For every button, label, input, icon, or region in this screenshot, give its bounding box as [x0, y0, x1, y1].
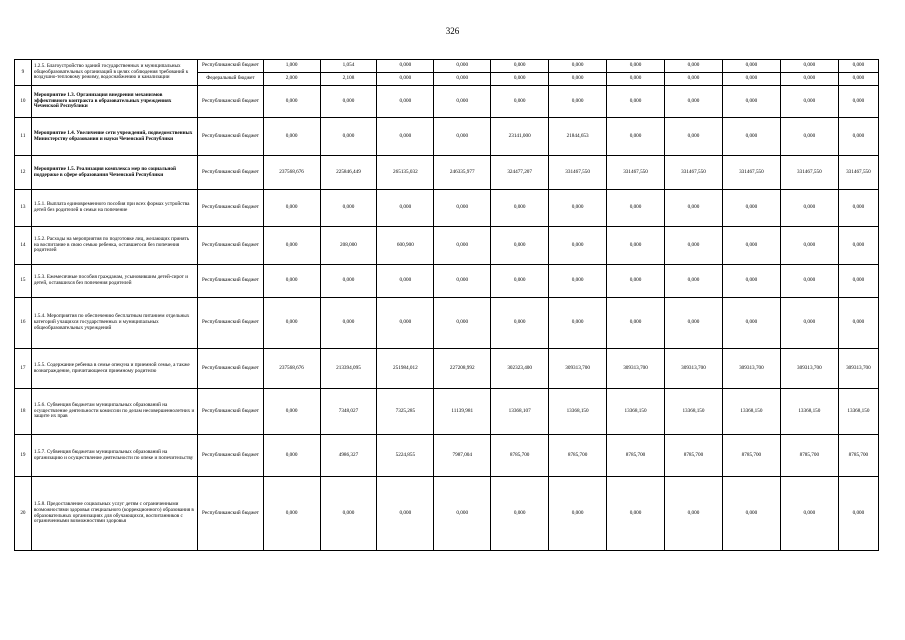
amount-cell: 0,000	[434, 60, 491, 73]
table-row	[15, 435, 879, 477]
amount-cell: 0,000	[434, 227, 491, 265]
amount-cell: 0,000	[607, 73, 665, 86]
amount-cell: 13368,150	[665, 389, 723, 435]
amount-cell: 0,000	[263, 477, 320, 551]
amount-cell: 0,000	[491, 298, 549, 349]
amount-cell: 0,000	[320, 86, 377, 118]
amount-cell: 0,000	[549, 227, 607, 265]
amount-cell: 8785,700	[607, 435, 665, 477]
amount-cell: 0,000	[434, 190, 491, 227]
row-number: 11	[15, 118, 32, 156]
funding-source: Республиканский бюджет	[198, 190, 263, 227]
amount-cell: 309313,700	[780, 349, 838, 389]
amount-cell: 331467,550	[607, 156, 665, 190]
amount-cell: 0,000	[377, 477, 434, 551]
amount-cell: 0,000	[320, 118, 377, 156]
row-number: 16	[15, 298, 32, 349]
amount-cell: 0,000	[607, 298, 665, 349]
amount-cell: 0,000	[838, 86, 878, 118]
amount-cell: 0,000	[491, 477, 549, 551]
amount-cell: 246335,977	[434, 156, 491, 190]
amount-cell: 0,000	[780, 298, 838, 349]
row-number: 20	[15, 477, 32, 551]
amount-cell: 0,000	[838, 227, 878, 265]
amount-cell: 0,000	[722, 227, 780, 265]
amount-cell: 0,000	[549, 73, 607, 86]
amount-cell: 0,000	[263, 435, 320, 477]
amount-cell: 0,000	[434, 73, 491, 86]
amount-cell: 0,000	[838, 60, 878, 73]
amount-cell: 324477,207	[491, 156, 549, 190]
amount-cell: 13368,150	[607, 389, 665, 435]
amount-cell: 0,000	[549, 298, 607, 349]
amount-cell: 302323,400	[491, 349, 549, 389]
amount-cell: 8785,700	[838, 435, 878, 477]
amount-cell: 0,000	[549, 190, 607, 227]
funding-table	[14, 59, 879, 551]
measure-name: Мероприятие 1.4. Увеличение сети учреждений, подведомственных Министерству образования и науки Чеченской Республики	[31, 118, 197, 156]
amount-cell: 0,000	[607, 227, 665, 265]
funding-source: Республиканский бюджет	[198, 435, 263, 477]
funding-source: Республиканский бюджет	[198, 477, 263, 551]
amount-cell: 309313,700	[549, 349, 607, 389]
row-number: 19	[15, 435, 32, 477]
amount-cell: 23141,000	[491, 118, 549, 156]
amount-cell: 0,000	[665, 298, 723, 349]
amount-cell: 0,000	[722, 73, 780, 86]
amount-cell: 0,000	[320, 298, 377, 349]
table-row	[15, 389, 879, 435]
amount-cell: 11139,981	[434, 389, 491, 435]
funding-source: Республиканский бюджет	[198, 118, 263, 156]
amount-cell: 331467,550	[722, 156, 780, 190]
amount-cell: 1,000	[263, 60, 320, 73]
row-number: 12	[15, 156, 32, 190]
amount-cell: 0,000	[491, 265, 549, 298]
measure-name: 1.5.1. Выплата единовременного пособия при всех формах устройства детей без родителей в семьи на попечение	[31, 190, 197, 227]
amount-cell: 600,900	[377, 227, 434, 265]
amount-cell: 0,000	[722, 118, 780, 156]
amount-cell: 0,000	[263, 227, 320, 265]
amount-cell: 227208,992	[434, 349, 491, 389]
amount-cell: 0,000	[780, 118, 838, 156]
amount-cell: 0,000	[722, 477, 780, 551]
amount-cell: 7348,027	[320, 389, 377, 435]
amount-cell: 1,054	[320, 60, 377, 73]
amount-cell: 225846,449	[320, 156, 377, 190]
funding-source: Республиканский бюджет	[198, 298, 263, 349]
amount-cell: 0,000	[665, 265, 723, 298]
funding-source: Республиканский бюджет	[198, 86, 263, 118]
amount-cell: 0,000	[665, 60, 723, 73]
funding-source: Республиканский бюджет	[198, 227, 263, 265]
amount-cell: 0,000	[607, 86, 665, 118]
table-row	[15, 156, 879, 190]
amount-cell: 0,000	[377, 190, 434, 227]
amount-cell: 0,000	[263, 265, 320, 298]
measure-name: 1.5.6. Субвенция бюджетам муниципальных образований на осуществление деятельности комиссии по делам несовершеннолетних и защите их прав	[31, 389, 197, 435]
amount-cell: 13368,150	[722, 389, 780, 435]
amount-cell: 309313,700	[722, 349, 780, 389]
table-row	[15, 60, 879, 73]
amount-cell: 0,000	[263, 86, 320, 118]
amount-cell: 0,000	[607, 265, 665, 298]
amount-cell: 0,000	[665, 73, 723, 86]
amount-cell: 0,000	[377, 265, 434, 298]
amount-cell: 0,000	[549, 265, 607, 298]
amount-cell: 8785,700	[665, 435, 723, 477]
table-row	[15, 190, 879, 227]
amount-cell: 8785,700	[780, 435, 838, 477]
measure-name: 1.5.3. Ежемесячные пособия гражданам, усыновившим детей-сирот и детей, оставшихся без попечения родителей	[31, 265, 197, 298]
amount-cell: 0,000	[665, 227, 723, 265]
amount-cell: 7325,285	[377, 389, 434, 435]
amount-cell: 0,000	[838, 73, 878, 86]
funding-source: Республиканский бюджет	[198, 60, 263, 73]
table-row	[15, 298, 879, 349]
amount-cell: 2,108	[320, 73, 377, 86]
amount-cell: 21844,653	[549, 118, 607, 156]
amount-cell: 237568,676	[263, 156, 320, 190]
table-row	[15, 349, 879, 389]
amount-cell: 0,000	[722, 298, 780, 349]
amount-cell: 0,000	[780, 73, 838, 86]
row-number: 17	[15, 349, 32, 389]
amount-cell: 251984,012	[377, 349, 434, 389]
amount-cell: 0,000	[491, 227, 549, 265]
amount-cell: 13368,150	[780, 389, 838, 435]
amount-cell: 331467,550	[549, 156, 607, 190]
measure-name: Мероприятие 1.5. Реализация комплекса мер по социальной поддержке в сфере образования Чеченской Республики	[31, 156, 197, 190]
amount-cell: 0,000	[722, 86, 780, 118]
amount-cell: 0,000	[491, 190, 549, 227]
amount-cell: 0,000	[549, 477, 607, 551]
measure-name: 1.2.5. Благоустройство зданий государственных и муниципальных общеобразовательных организаций в целях соблюдения требований к воздушно-тепловому режиму, водоснабжению и канализации	[31, 60, 197, 86]
measure-name: 1.5.2. Расходы на мероприятия по подготовке лиц, желающих принять на воспитание в свою семью ребенка, оставшегося без попечения родителей	[31, 227, 197, 265]
amount-cell: 0,000	[377, 73, 434, 86]
amount-cell: 0,000	[320, 190, 377, 227]
amount-cell: 0,000	[434, 118, 491, 156]
amount-cell: 0,000	[377, 86, 434, 118]
amount-cell: 0,000	[263, 190, 320, 227]
measure-name: Мероприятие 1.3. Организация внедрения механизмов эффективного контракта в образовательных учреждениях Чеченской Республики	[31, 86, 197, 118]
funding-source: Федеральный бюджет	[198, 73, 263, 86]
amount-cell: 0,000	[434, 265, 491, 298]
amount-cell: 0,000	[607, 190, 665, 227]
amount-cell: 13368,150	[549, 389, 607, 435]
table-row	[15, 477, 879, 551]
amount-cell: 0,000	[263, 118, 320, 156]
amount-cell: 0,000	[665, 118, 723, 156]
amount-cell: 0,000	[722, 265, 780, 298]
amount-cell: 0,000	[263, 298, 320, 349]
amount-cell: 309313,700	[607, 349, 665, 389]
amount-cell: 0,000	[377, 60, 434, 73]
measure-name: 1.5.5. Содержание ребенка в семье опекуна и приемной семье, а также вознаграждение, причитающееся приемному родителю	[31, 349, 197, 389]
amount-cell: 0,000	[780, 86, 838, 118]
amount-cell: 0,000	[838, 190, 878, 227]
table-row	[15, 265, 879, 298]
amount-cell: 0,000	[838, 298, 878, 349]
row-number: 10	[15, 86, 32, 118]
amount-cell: 0,000	[434, 86, 491, 118]
row-number: 13	[15, 190, 32, 227]
amount-cell: 8785,700	[491, 435, 549, 477]
amount-cell: 0,000	[491, 73, 549, 86]
funding-source: Республиканский бюджет	[198, 389, 263, 435]
amount-cell: 8785,700	[722, 435, 780, 477]
funding-source: Республиканский бюджет	[198, 265, 263, 298]
amount-cell: 13368,150	[838, 389, 878, 435]
amount-cell: 0,000	[780, 60, 838, 73]
amount-cell: 0,000	[607, 118, 665, 156]
amount-cell: 0,000	[263, 389, 320, 435]
row-number: 14	[15, 227, 32, 265]
amount-cell: 0,000	[320, 265, 377, 298]
amount-cell: 0,000	[722, 60, 780, 73]
amount-cell: 8785,700	[549, 435, 607, 477]
row-number: 15	[15, 265, 32, 298]
amount-cell: 0,000	[434, 477, 491, 551]
amount-cell: 0,000	[549, 86, 607, 118]
amount-cell: 237568,676	[263, 349, 320, 389]
amount-cell: 208,000	[320, 227, 377, 265]
amount-cell: 4986,327	[320, 435, 377, 477]
measure-name: 1.5.7. Субвенция бюджетам муниципальных образований на организацию и осуществление деятельности по опеке и попечительству	[31, 435, 197, 477]
amount-cell: 0,000	[780, 190, 838, 227]
amount-cell: 331467,550	[665, 156, 723, 190]
amount-cell: 0,000	[377, 118, 434, 156]
amount-cell: 0,000	[780, 265, 838, 298]
amount-cell: 0,000	[722, 190, 780, 227]
amount-cell: 0,000	[838, 265, 878, 298]
amount-cell: 0,000	[491, 60, 549, 73]
amount-cell: 331467,550	[838, 156, 878, 190]
amount-cell: 0,000	[320, 477, 377, 551]
amount-cell: 309313,700	[665, 349, 723, 389]
amount-cell: 0,000	[491, 86, 549, 118]
amount-cell: 13368,107	[491, 389, 549, 435]
page-number: 326	[445, 26, 460, 36]
measure-name: 1.5.4. Мероприятия по обеспечению бесплатным питанием отдельных категорий учащихся государственных и муниципальных общеобразовательных учреждений	[31, 298, 197, 349]
funding-source: Республиканский бюджет	[198, 156, 263, 190]
amount-cell: 0,000	[665, 477, 723, 551]
amount-cell: 0,000	[665, 86, 723, 118]
amount-cell: 0,000	[838, 477, 878, 551]
amount-cell: 331467,550	[780, 156, 838, 190]
amount-cell: 0,000	[607, 477, 665, 551]
amount-cell: 2,000	[263, 73, 320, 86]
amount-cell: 0,000	[434, 298, 491, 349]
amount-cell: 0,000	[549, 60, 607, 73]
amount-cell: 213394,095	[320, 349, 377, 389]
table-row	[15, 227, 879, 265]
amount-cell: 0,000	[665, 190, 723, 227]
amount-cell: 309313,700	[838, 349, 878, 389]
row-number: 18	[15, 389, 32, 435]
table-row	[15, 118, 879, 156]
row-number: 9	[15, 60, 32, 86]
amount-cell: 0,000	[780, 227, 838, 265]
funding-source: Республиканский бюджет	[198, 349, 263, 389]
amount-cell: 0,000	[838, 118, 878, 156]
amount-cell: 5224,855	[377, 435, 434, 477]
amount-cell: 265135,032	[377, 156, 434, 190]
amount-cell: 7987,004	[434, 435, 491, 477]
amount-cell: 0,000	[377, 298, 434, 349]
amount-cell: 0,000	[607, 60, 665, 73]
amount-cell: 0,000	[780, 477, 838, 551]
measure-name: 1.5.8. Предоставление социальных услуг детям с ограниченными возможностями здоровья специального (коррекционного) образования в образовательных организациях для обучающихся, воспитанников с ограниченными возможностями здоровья	[31, 477, 197, 551]
table-row	[15, 86, 879, 118]
